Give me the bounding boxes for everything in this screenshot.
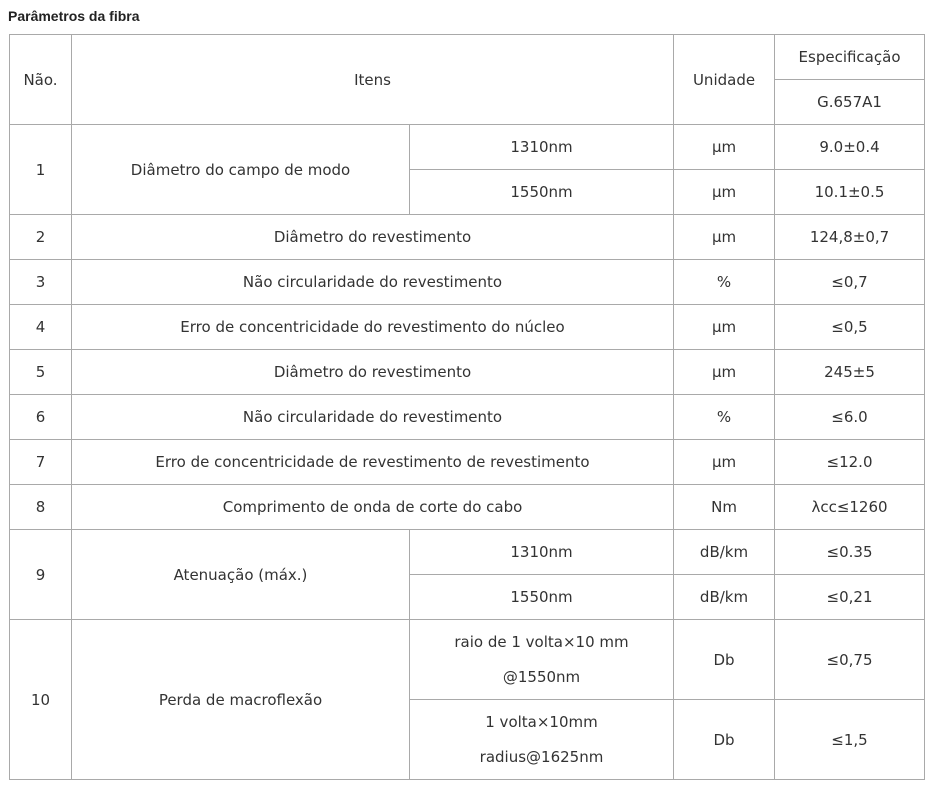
row-unit: % [674, 395, 775, 440]
row-unit: μm [674, 125, 775, 170]
row-value: ≤12.0 [775, 440, 925, 485]
row-number: 9 [10, 530, 72, 620]
row-condition: 1310nm [410, 125, 674, 170]
row-condition: 1550nm [410, 170, 674, 215]
header-items: Itens [72, 35, 674, 125]
row-item: Não circularidade do revestimento [72, 395, 674, 440]
row-number: 8 [10, 485, 72, 530]
row-unit: dB/km [674, 575, 775, 620]
row-value: ≤0,7 [775, 260, 925, 305]
row-value: ≤0,5 [775, 305, 925, 350]
row-value: λcc≤1260 [775, 485, 925, 530]
row-item: Atenuação (máx.) [72, 530, 410, 620]
row-item: Erro de concentricidade de revestimento de revestimento [72, 440, 674, 485]
table-row [10, 260, 925, 305]
row-item: Não circularidade do revestimento [72, 260, 674, 305]
row-number: 4 [10, 305, 72, 350]
row-unit: μm [674, 215, 775, 260]
table-row [10, 485, 925, 530]
row-number: 10 [10, 620, 72, 780]
row-unit: μm [674, 440, 775, 485]
row-value: 10.1±0.5 [775, 170, 925, 215]
row-value: ≤0,21 [775, 575, 925, 620]
row-unit: Db [674, 620, 775, 700]
condition-line: @1550nm [502, 667, 581, 686]
header-no: Não. [10, 35, 72, 125]
row-value: ≤1,5 [775, 700, 925, 780]
table-row [10, 305, 925, 350]
row-value: 245±5 [775, 350, 925, 395]
table-row [10, 395, 925, 440]
row-value: ≤0,75 [775, 620, 925, 700]
row-value: 124,8±0,7 [775, 215, 925, 260]
row-item: Erro de concentricidade do revestimento do núcleo [72, 305, 674, 350]
row-unit: dB/km [674, 530, 775, 575]
row-value: ≤0.35 [775, 530, 925, 575]
table-row [10, 620, 925, 700]
page-title: Parâmetros da fibra [8, 8, 140, 24]
header-unit: Unidade [674, 35, 775, 125]
table-row [10, 350, 925, 395]
table-row [10, 530, 925, 575]
row-unit: Nm [674, 485, 775, 530]
row-number: 6 [10, 395, 72, 440]
row-condition: 1550nm [410, 575, 674, 620]
table-row [10, 215, 925, 260]
row-unit: Db [674, 700, 775, 780]
condition-line: raio de 1 volta×10 mm [454, 632, 629, 651]
row-condition [410, 620, 674, 700]
fiber-parameters-table [9, 34, 925, 780]
row-number: 2 [10, 215, 72, 260]
table-row [10, 125, 925, 170]
header-spec-standard: G.657A1 [775, 80, 925, 125]
row-item: Diâmetro do revestimento [72, 215, 674, 260]
row-unit: % [674, 260, 775, 305]
table-row [10, 440, 925, 485]
row-value: ≤6.0 [775, 395, 925, 440]
condition-line: radius@1625nm [479, 747, 604, 766]
row-number: 1 [10, 125, 72, 215]
row-condition: 1310nm [410, 530, 674, 575]
row-number: 5 [10, 350, 72, 395]
header-spec: Especificação [775, 35, 925, 80]
row-value: 9.0±0.4 [775, 125, 925, 170]
row-item: Perda de macroflexão [72, 620, 410, 780]
header-row [10, 35, 925, 80]
row-unit: μm [674, 305, 775, 350]
row-item: Diâmetro do campo de modo [72, 125, 410, 215]
row-unit: μm [674, 350, 775, 395]
row-item: Comprimento de onda de corte do cabo [72, 485, 674, 530]
condition-line: 1 volta×10mm [485, 712, 598, 731]
row-unit: μm [674, 170, 775, 215]
row-condition [410, 700, 674, 780]
row-item: Diâmetro do revestimento [72, 350, 674, 395]
row-number: 3 [10, 260, 72, 305]
row-number: 7 [10, 440, 72, 485]
